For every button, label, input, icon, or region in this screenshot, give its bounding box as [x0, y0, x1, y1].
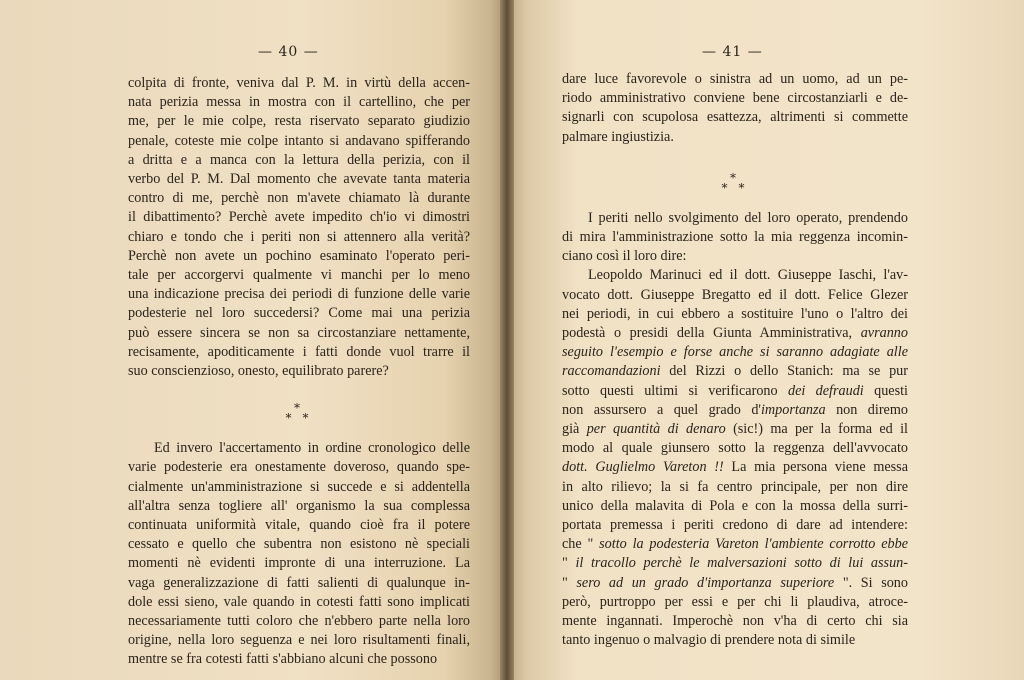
text-line: mente ingannati. Imperochè non v'ha di certo chi sia — [562, 613, 908, 630]
text-line: Perchè non avete un pochino esaminato l'operato peri- — [128, 247, 470, 264]
text-line: contro di me, perchè non m'avete chiamato là durante — [128, 190, 470, 207]
text-line: penale, coteste mie colpe intanto si andavano spifferando — [128, 132, 470, 149]
right-paragraph-2 — [562, 209, 908, 267]
text-line: nata perizia messa in mostra con il cartellino, che per — [128, 94, 470, 111]
text-line: continuata uniformità vitale, quando cioè fra il potere — [128, 517, 470, 534]
page-number-right: — 41 — — [702, 44, 763, 60]
text-line: dare luce favorevole o sinistra ad un uomo, ad un pe- — [562, 71, 908, 87]
text-line: raccomandazioni del Rizzi o dello Stanich: ma se pur — [562, 363, 908, 380]
text-line: vocato dott. Giuseppe Bregatto ed il dott. Felice Glezer — [562, 286, 908, 303]
page-number-left: — 40 — — [258, 44, 319, 60]
text-line: non assursero a quel grado d'importanza non diremo — [562, 401, 908, 418]
right-paragraph-3 — [562, 266, 908, 650]
text-line: però, purtroppo per essi e per chi li plaudiva, atroce- — [562, 593, 908, 610]
text-line: I periti nello svolgimento del loro operato, prendendo — [588, 209, 908, 226]
text-line: sotto questi ultimi si verificarono dei defraudi questi — [562, 382, 908, 399]
text-line: mentre se fra cotesti fatti s'abbiano alcuni che possono — [128, 651, 438, 668]
text-line: in alto rilievo; la si fa centro principale, per non dire — [562, 478, 908, 495]
text-line: Leopoldo Marinuci ed il dott. Giuseppe Iaschi, l'av- — [588, 267, 908, 284]
text-line: dott. Guglielmo Vareton !! La mia persona viene messa — [562, 459, 908, 476]
text-line: podestà o presidi della Giunta Amministrativa, avranno — [562, 325, 908, 342]
text-line: cessato e quello che subentra non esistono nè speciali — [128, 536, 470, 553]
text-line: recisamente, apoditicamente i fatti donde vuol trarre il — [128, 343, 470, 360]
text-line: seguito l'esempio e forse anche si saranno adagiate alle — [562, 344, 908, 361]
book-gutter — [500, 0, 514, 680]
text-line: colpita di fronte, veniva dal P. M. in virtù della accen- — [128, 75, 470, 91]
text-line: tanto ingenuo o malvagio di prendere nota di simile — [562, 632, 856, 649]
text-line: cialmente un'amministrazione si succede e si addentella — [128, 478, 470, 495]
text-line: ciano così il loro dire: — [562, 248, 687, 265]
text-line: varie podesterie era onestamente doveroso, quando spe- — [128, 459, 470, 476]
text-line: a dritta e a manca con la lettura della perizia, con il — [128, 151, 470, 168]
text-line: modo al quale giunsero sotto la reggenza dell'avvocato — [562, 440, 908, 457]
left-paragraph-1 — [128, 74, 470, 381]
text-line: Ed invero l'accertamento in ordine cronologico delle — [154, 440, 470, 457]
text-line: suo conscienzioso, onesto, equilibrato parere? — [128, 363, 389, 380]
text-line: necessariamente tutti coloro che n'ebbero parte nella loro — [128, 613, 470, 630]
right-page-text — [562, 70, 908, 650]
text-line: unico della malavita di Pola e con la mossa della surri- — [562, 497, 908, 514]
text-line: " sero ad un grado d'importanza superiore ". Si sono — [562, 574, 908, 591]
text-line: origine, nella loro seguenza e nei loro risultamenti finali, — [128, 632, 470, 649]
left-page-text — [128, 74, 470, 670]
right-page — [506, 0, 1024, 680]
text-line: signarli con scupolosa esattezza, altrimenti si commette — [562, 109, 908, 126]
text-line: può essere sincera se non sa circostanziare nettamente, — [128, 324, 470, 341]
text-line: verbo del P. M. Dal momento che avevate tanta materia — [128, 171, 470, 188]
left-paragraph-2 — [128, 439, 470, 669]
text-line: una indicazione precisa dei periodi di funzione delle varie — [128, 286, 470, 303]
left-page — [0, 0, 506, 680]
text-line: di mira l'amministrazione sotto la mia reggenza incomin- — [562, 229, 908, 246]
text-line: il dibattimento? Perchè avete impedito ch'io vi dimostri — [128, 209, 470, 226]
text-line: momenti nè evidenti impronte di una interruzione. La — [128, 555, 470, 572]
section-separator-left: ⁎ ⁎ ⁎ — [285, 397, 313, 422]
text-line: tale per accorgervi qualmente vi manchi per lo meno — [128, 267, 470, 284]
text-line: portata premessa i periti credono di dare ad intendere: — [562, 517, 908, 534]
text-line: podesterie nel loro succedersi? Come mai una perizia — [128, 305, 470, 322]
text-line: " il tracollo perchè le malversazioni sotto di lui assun- — [562, 555, 908, 572]
text-line: me, per le mie colpe, resta riservato separato giudizio — [128, 113, 470, 130]
text-line: riodo amministrativo conviene bene circostanziarli e de- — [562, 90, 908, 107]
text-line: palmare ingiustizia. — [562, 128, 674, 145]
text-line: vaga generalizzazione di fatti salienti di qualunque in- — [128, 574, 470, 591]
text-line: chiaro e tondo che i periti non si attennero alla verità? — [128, 228, 470, 245]
section-separator-right: ⁎ ⁎ ⁎ — [721, 166, 749, 191]
text-line: già per quantità di denaro (sic!) ma per la forma ed il — [562, 421, 908, 438]
text-line: all'altra senza togliere all' organismo la sua complessa — [128, 497, 470, 514]
text-line: dole essi sieno, vale quando in cotesti fatti sono implicati — [128, 593, 470, 610]
text-line: nei periodi, in cui ebbero a sostituire l'uno o l'altro dei — [562, 305, 908, 322]
text-line: che " sotto la podesteria Vareton l'ambiente corrotto ebbe — [562, 536, 908, 553]
right-paragraph-1 — [562, 70, 908, 147]
